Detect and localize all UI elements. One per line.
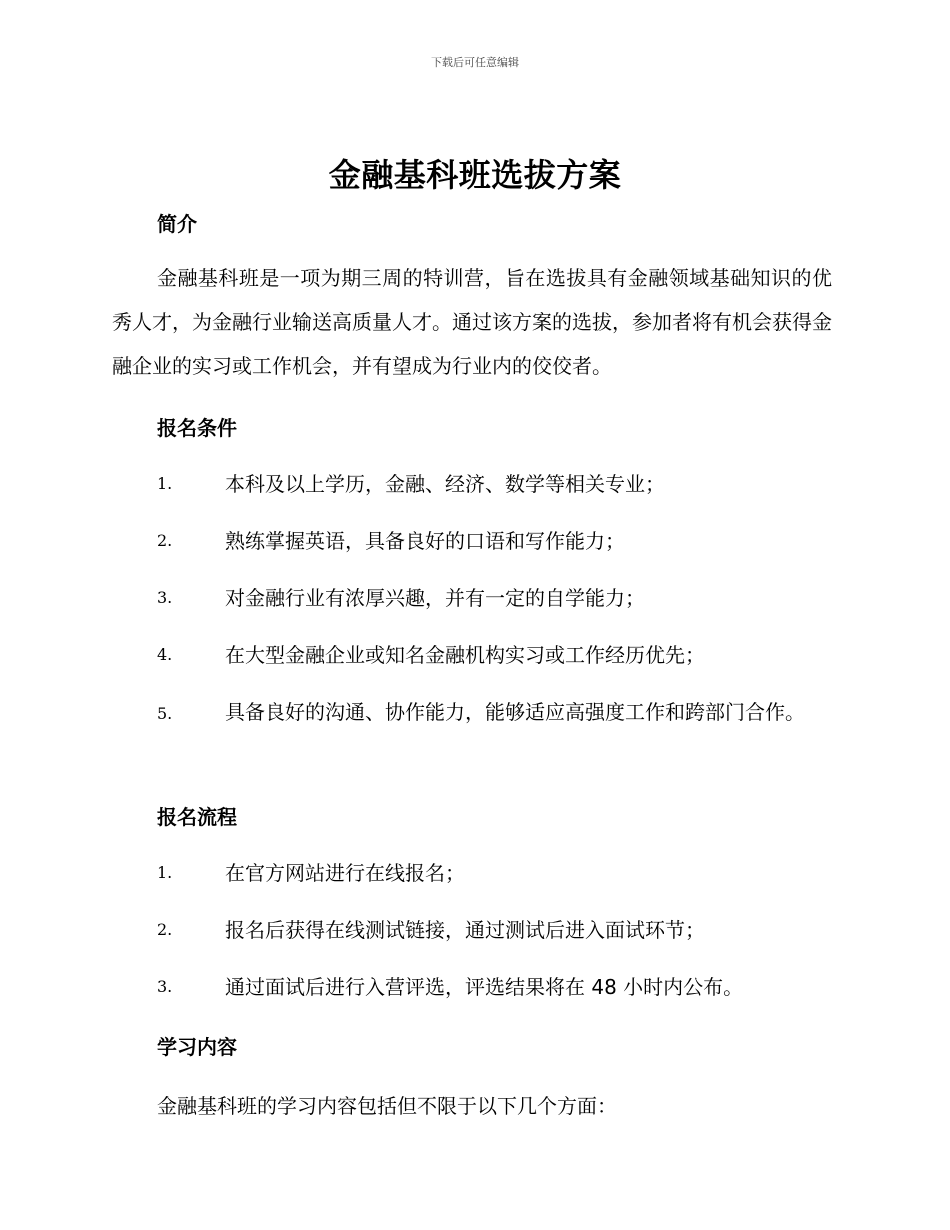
list-item-text: 报名后获得在线测试链接，通过测试后进入面试环节； bbox=[225, 918, 705, 942]
list-item-text: 本科及以上学历，金融、经济、数学等相关专业； bbox=[225, 472, 665, 496]
list-item-number: 2. bbox=[157, 920, 173, 939]
section-heading-curriculum: 学习内容 bbox=[157, 1035, 237, 1059]
section-heading-intro: 简介 bbox=[157, 212, 197, 236]
list-item-number: 1. bbox=[157, 863, 173, 882]
document-title: 金融基科班选拔方案 bbox=[328, 156, 622, 194]
section-heading-process: 报名流程 bbox=[157, 805, 237, 829]
list-item-number: 3. bbox=[157, 588, 173, 607]
list-item-number: 4. bbox=[157, 645, 173, 664]
list-item-number: 1. bbox=[157, 474, 173, 493]
list-item-text: 在大型金融企业或知名金融机构实习或工作经历优先； bbox=[225, 643, 705, 667]
header-watermark: 下载后可任意编辑 bbox=[431, 56, 519, 69]
list-item-number: 2. bbox=[157, 531, 173, 550]
list-item-text: 熟练掌握英语，具备良好的口语和写作能力； bbox=[225, 529, 625, 553]
list-item-number: 5. bbox=[157, 704, 173, 723]
list-item-text: 对金融行业有浓厚兴趣，并有一定的自学能力； bbox=[225, 586, 645, 610]
list-item-text: 在官方网站进行在线报名； bbox=[225, 861, 465, 885]
list-item bbox=[112, 690, 842, 736]
section-heading-requirements: 报名条件 bbox=[157, 416, 237, 440]
intro-paragraph: 金融基科班是一项为期三周的特训营，旨在选拔具有金融领域基础知识的优秀人才，为金融行业输送高质量人才。通过该方案的选拔，参加者将有机会获得金融企业的实习或工作机会，并有望成为行业内的佼佼者。 bbox=[112, 266, 832, 378]
list-item-number: 3. bbox=[157, 977, 173, 996]
curriculum-intro: 金融基科班的学习内容包括但不限于以下几个方面： bbox=[157, 1094, 617, 1118]
list-item-text: 具备良好的沟通、协作能力，能够适应高强度工作和跨部门合作。 bbox=[225, 700, 805, 724]
list-item-text: 通过面试后进行入营评选，评选结果将在 48 小时内公布。 bbox=[225, 975, 744, 999]
